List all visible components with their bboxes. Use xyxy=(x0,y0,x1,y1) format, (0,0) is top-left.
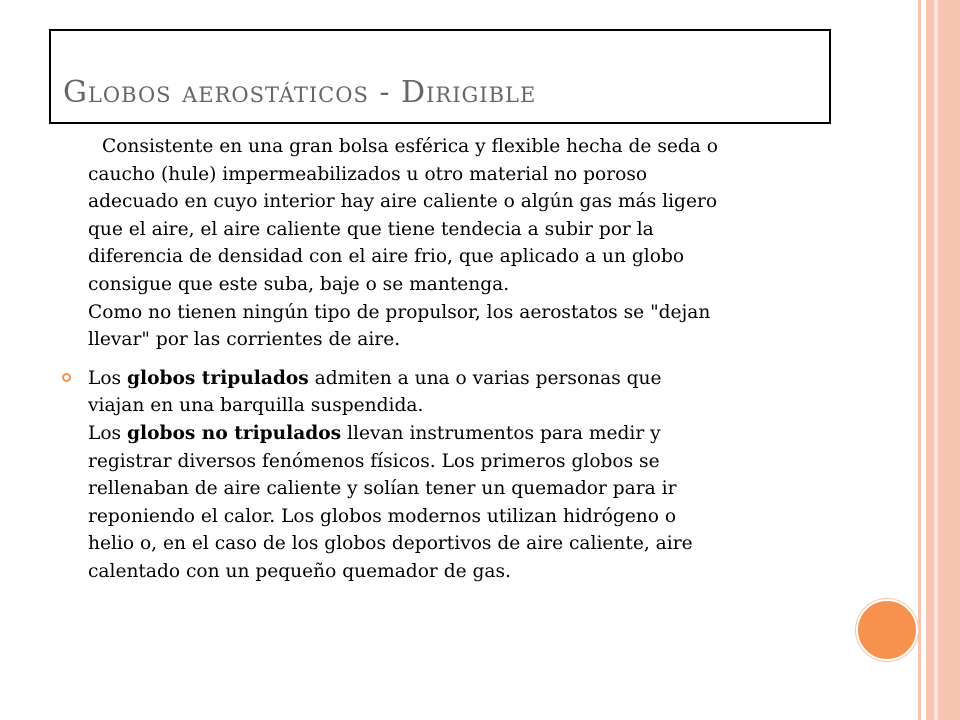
decorative-stripe xyxy=(918,0,921,720)
text-line: calentado con un pequeño quemador de gas. xyxy=(88,560,511,582)
text-line: Como no tienen ningún tipo de propulsor, los aerostatos se "dejan xyxy=(88,301,711,323)
bullet-icon xyxy=(62,373,71,382)
bold-term: globos tripulados xyxy=(127,367,309,389)
text-line: admiten a una o varias personas que xyxy=(308,367,662,389)
text-line: helio o, en el caso de los globos deportivos de aire caliente, aire xyxy=(88,533,693,555)
text-line: Consistente en una gran bolsa esférica y flexible hecha de seda o xyxy=(102,136,718,157)
text-line: diferencia de densidad con el aire frio, que aplicado a un globo xyxy=(88,246,685,268)
bold-term: globos no tripulados xyxy=(127,422,342,444)
slide-title: Globos aerostáticos - Dirigible xyxy=(63,75,537,110)
text-line: caucho (hule) impermeabilizados u otro material no poroso xyxy=(88,163,648,185)
text-line: rellenaban de aire caliente y solían tener un quemador para ir xyxy=(88,478,677,500)
text-line: adecuado en cuyo interior hay aire caliente o algún gas más ligero xyxy=(88,191,718,213)
bullet-item xyxy=(62,365,832,586)
paragraph-intro xyxy=(62,133,832,354)
text-line: registrar diversos fenómenos físicos. Los primeros globos se xyxy=(88,450,660,472)
text-line: llevan instrumentos para medir y xyxy=(341,422,661,444)
decorative-stripe xyxy=(938,0,960,720)
text-line: reponiendo el calor. Los globos modernos utilizan hidrógeno o xyxy=(88,505,677,527)
title-box xyxy=(49,29,831,124)
decorative-stripe xyxy=(926,0,934,720)
text-line: Los xyxy=(88,422,127,444)
text-line: viajan en una barquilla suspendida. xyxy=(88,395,424,417)
text-line: llevar" por las corrientes de aire. xyxy=(88,329,401,351)
decorative-circle xyxy=(856,599,918,661)
text-line: que el aire, el aire caliente que tiene tendecia a subir por la xyxy=(88,218,654,240)
text-line: Los xyxy=(88,367,127,389)
slide-body xyxy=(62,133,832,586)
text-line: consigue que este suba, baje o se mantenga. xyxy=(88,273,510,295)
